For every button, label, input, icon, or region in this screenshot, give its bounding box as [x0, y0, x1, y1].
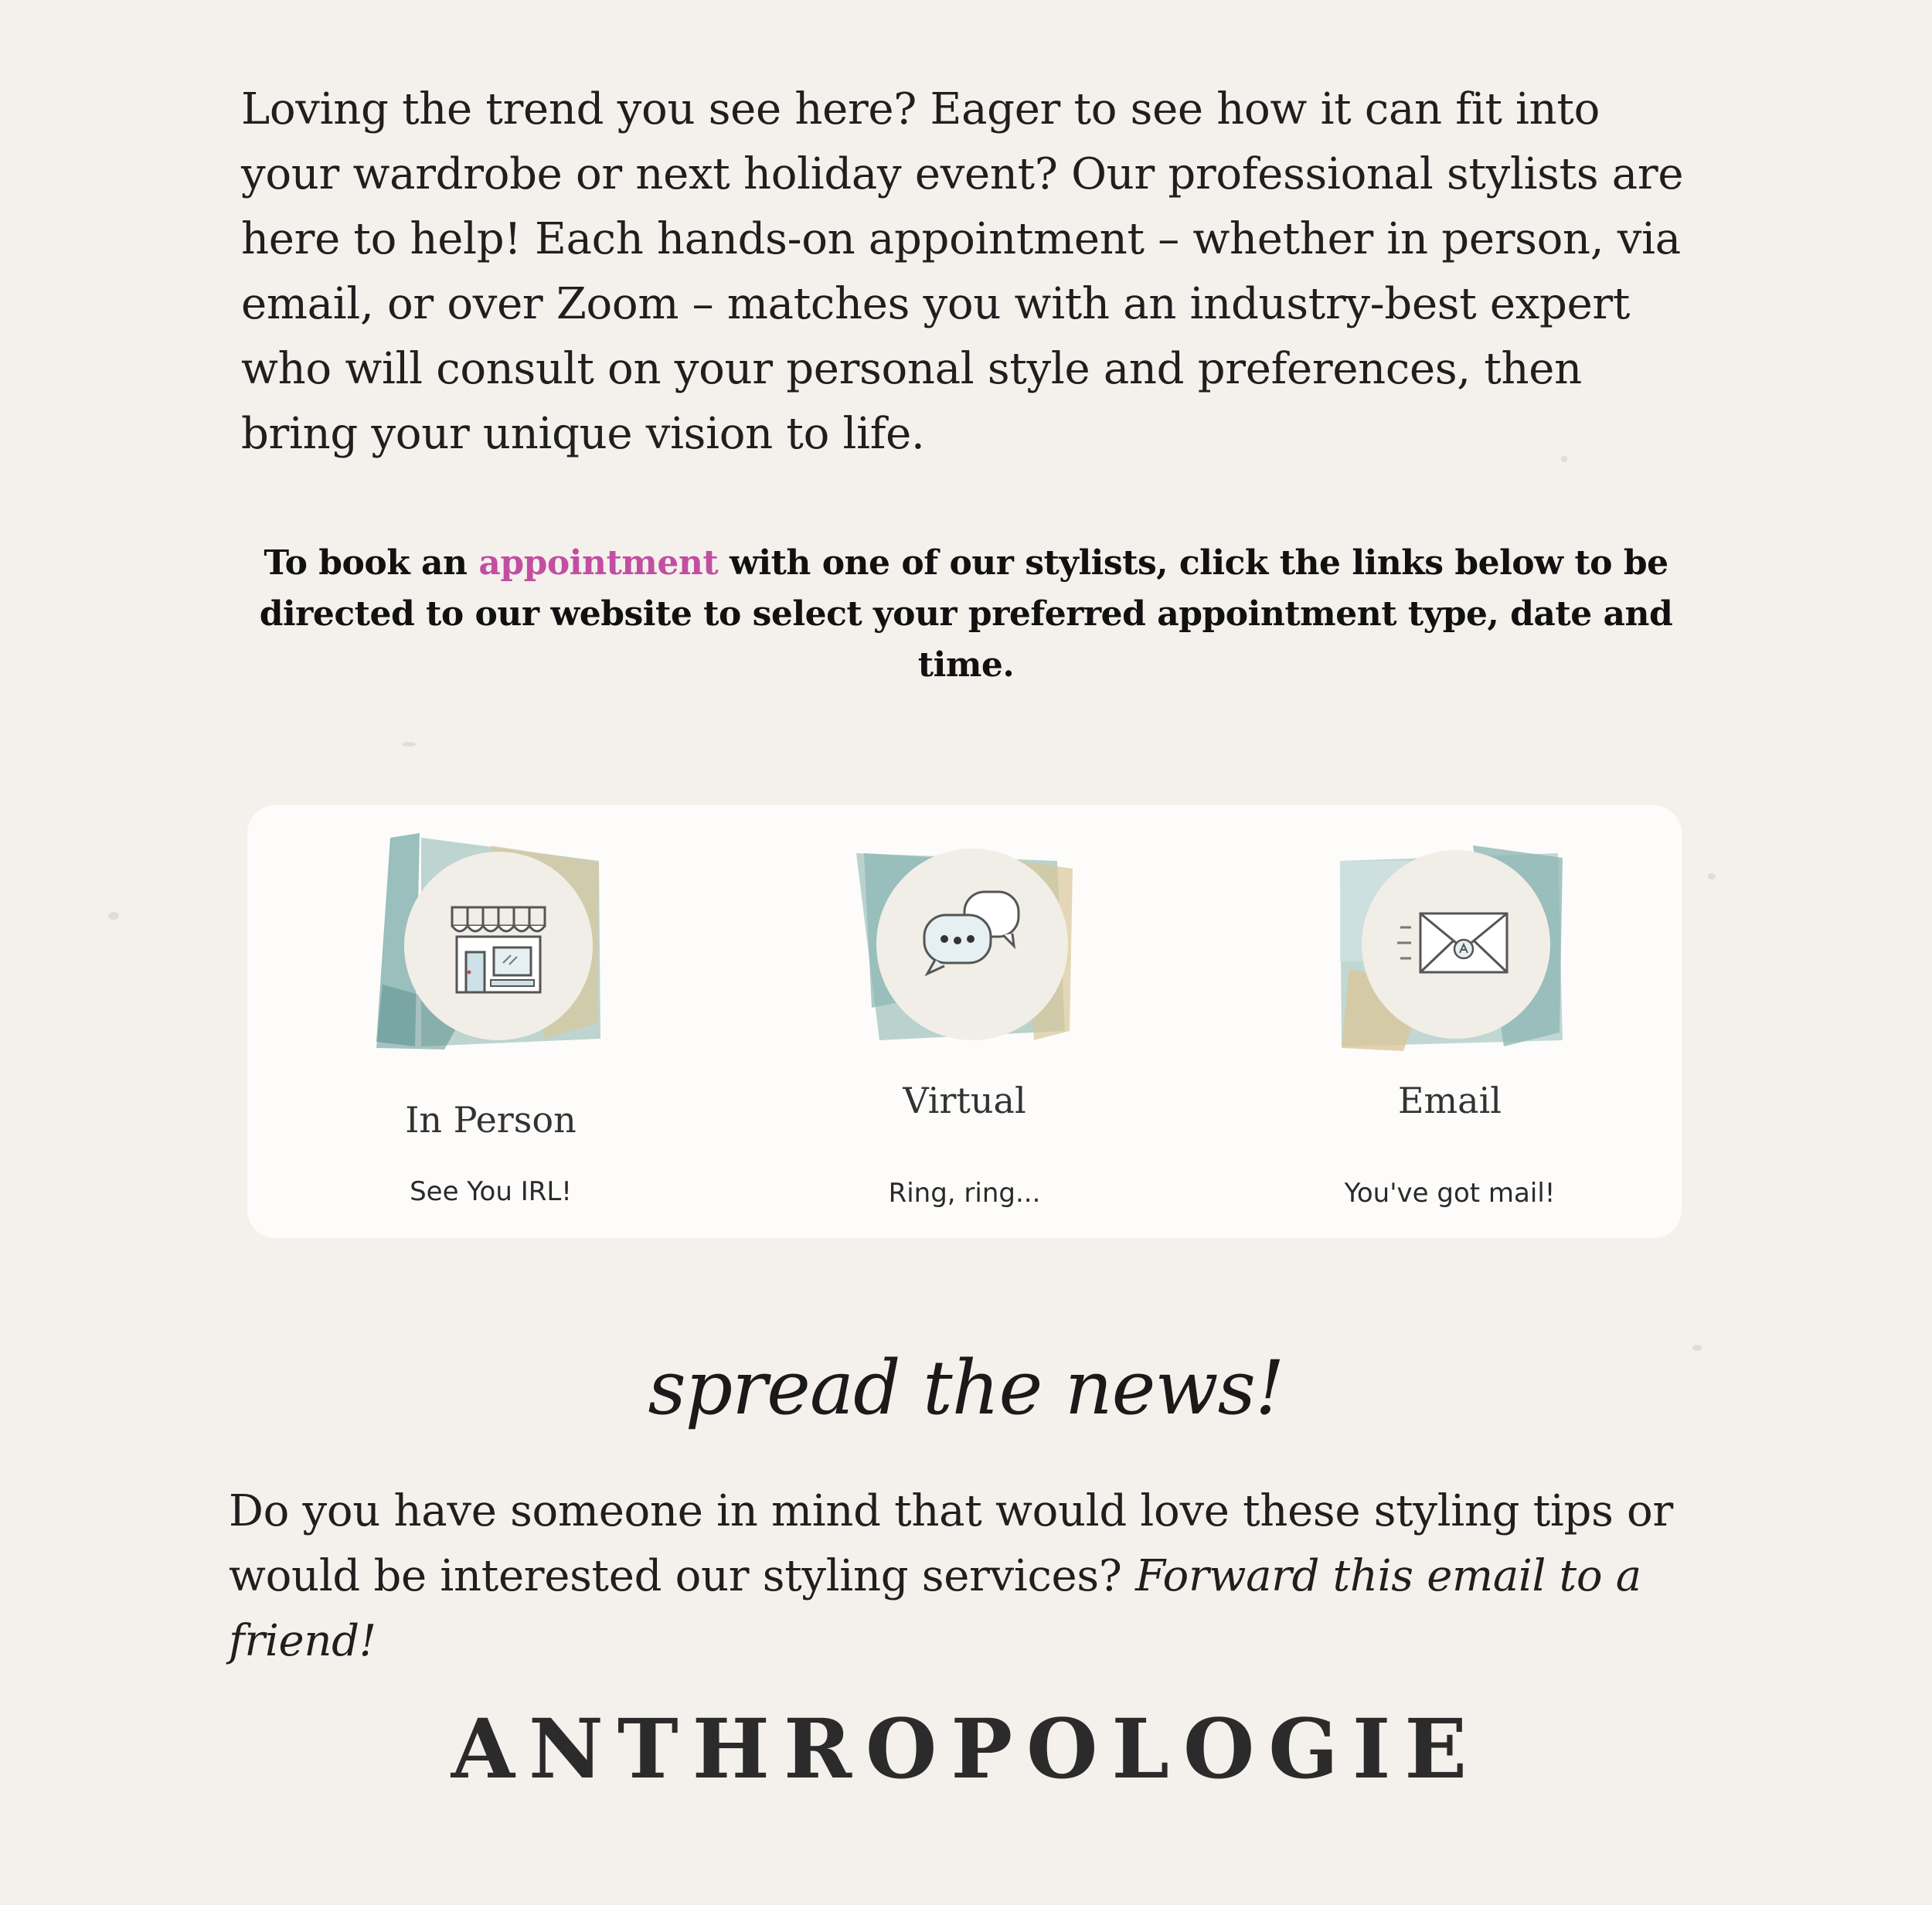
booking-instructions: [232, 538, 1700, 691]
intro-paragraph: Loving the trend you see here? Eager to see how it can fit into your wardrobe or next holiday event? Our professional stylists are here to help! Each hands-on appointment – whether in person, via email, or over Zoom – matches you with an industry-best expert who will consult on your personal style and preferences, then bring your unique vision to life.: [241, 84, 1684, 459]
option-title: In Person: [405, 1099, 577, 1141]
forward-body: Do you have someone in mind that would love these styling tips or would be interested our styling services?: [229, 1486, 1673, 1601]
paper-texture-speck: [1708, 873, 1716, 879]
envelope-icon: [1334, 830, 1566, 1054]
option-subtitle: Ring, ring...: [888, 1178, 1041, 1209]
anthropologie-logo[interactable]: ANTHROPOLOGIE: [451, 1700, 1481, 1797]
option-email[interactable]: [1233, 805, 1666, 1238]
appointment-options-card: [247, 805, 1682, 1238]
paper-texture-speck: [108, 912, 119, 920]
forward-email-cta[interactable]: Forward this email to a friend!: [229, 1551, 1641, 1666]
storefront-icon: [375, 830, 607, 1054]
option-in-person[interactable]: [274, 805, 707, 1238]
forward-paragraph: [229, 1479, 1743, 1674]
booking-prefix: To book an: [264, 543, 479, 583]
appointment-link[interactable]: appointment: [478, 543, 719, 583]
option-subtitle: See You IRL!: [410, 1176, 572, 1207]
option-title: Email: [1397, 1080, 1502, 1121]
option-subtitle: You've got mail!: [1344, 1178, 1556, 1209]
option-virtual[interactable]: [748, 805, 1181, 1238]
chat-bubbles-icon: [849, 830, 1080, 1054]
spread-the-news-heading: spread the news!: [648, 1345, 1284, 1431]
booking-suffix: with one of our stylists, click the links below to be directed to our website to select your preferred appointment type, date and time.: [259, 543, 1673, 685]
paper-texture-speck: [402, 742, 416, 747]
option-title: Virtual: [903, 1080, 1026, 1121]
